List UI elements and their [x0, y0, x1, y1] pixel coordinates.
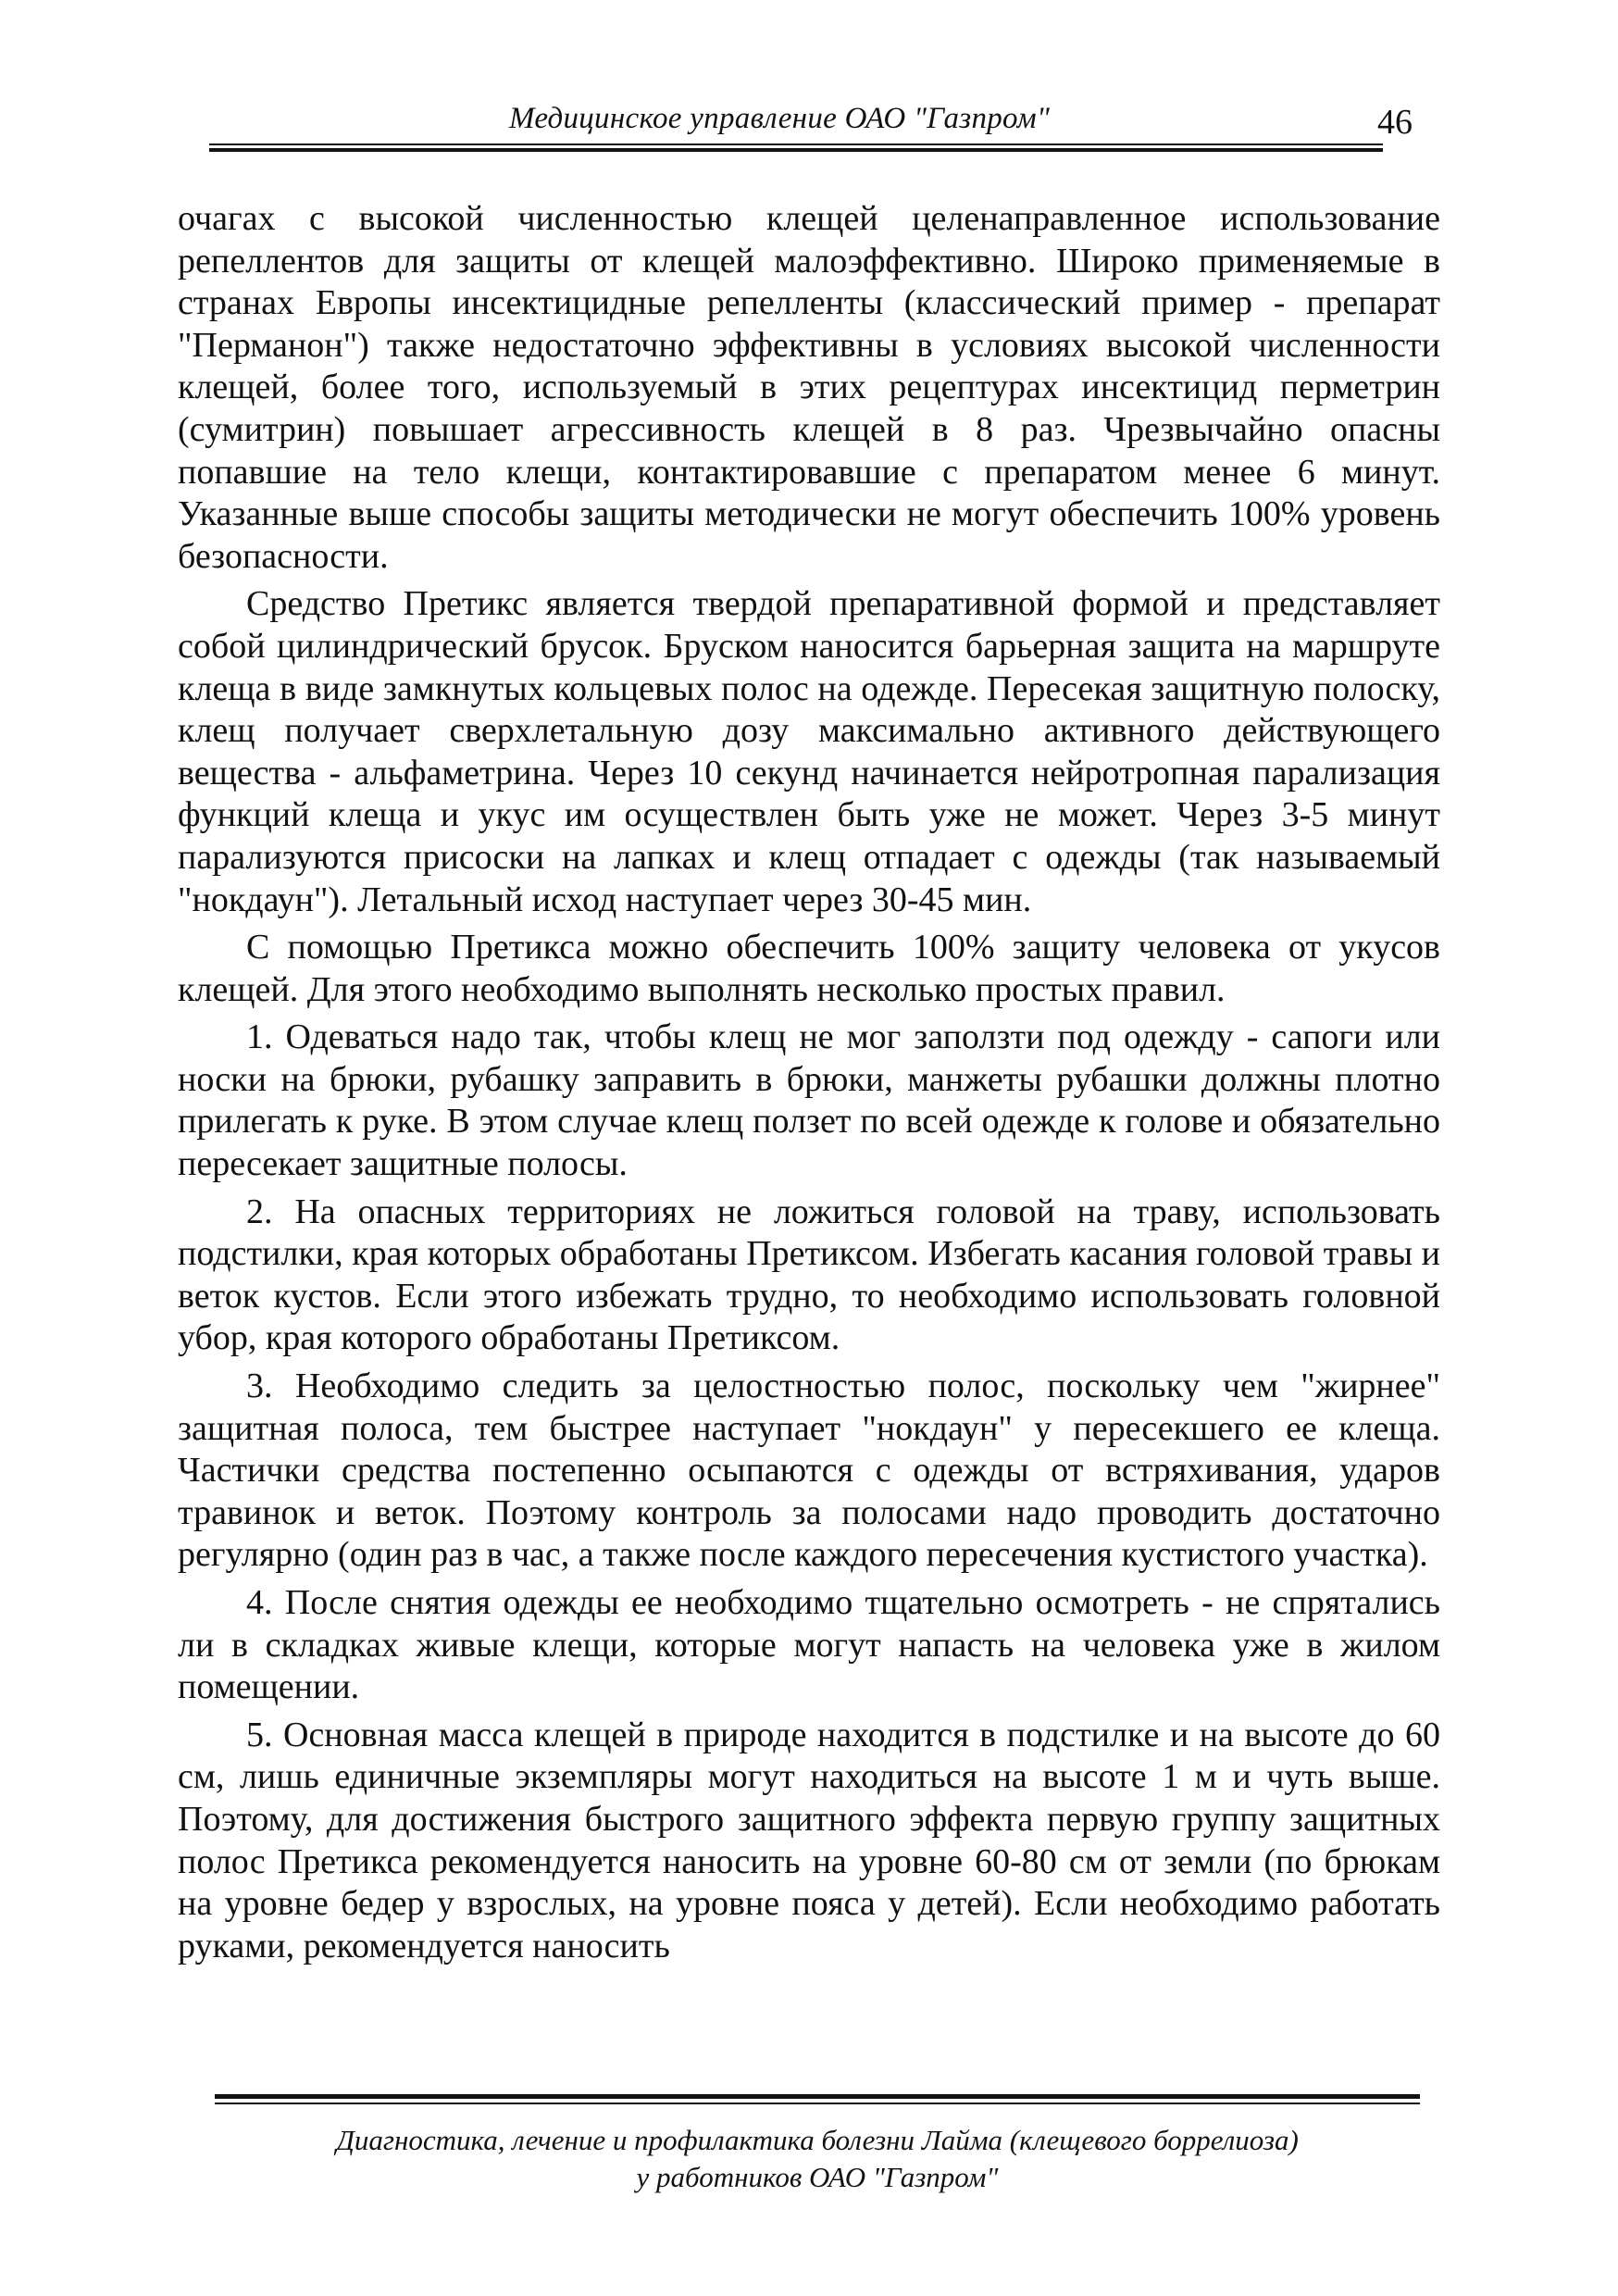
header-rule-thick: [209, 148, 1383, 152]
body-text: [178, 198, 1440, 1973]
paragraph: С помощью Претикса можно обеспечить 100% защиту человека от укусов клещей. Для этого необходимо выполнять несколько простых правил.: [178, 928, 1440, 1009]
header-rule: [209, 144, 1383, 145]
header-title: Медицинское управление ОАО "Газпром": [509, 102, 1051, 135]
footer-rule-thick: [215, 2094, 1420, 2099]
footer-line-1: Диагностика, лечение и профилактика болезни Лайма (клещевого боррелиоза): [336, 2124, 1299, 2156]
paragraph: Средство Претикс является твердой препаративной формой и представляет собой цилиндрический брусок. Бруском наносится барьерная защита на маршруте клеща в виде замкнутых кольцевых полос на одежде. Пересекая защитную полоску, клещ получает сверхлетальную дозу максимально активного действующего вещества - альфаметрина. Через 10 секунд начинается нейротропная парализация функций клеща и укус им осуществлен быть уже не может. Через 3-5 минут парализуются присоски на лапках и клещ отпадает с одежды (так называемый "нокдаун"). Летальный исход наступает через 30-45 мин.: [178, 584, 1440, 919]
page-number: 46: [1377, 103, 1413, 142]
paragraph: 5. Основная масса клещей в природе находится в подстилке и на высоте до 60 см, лишь единичные экземпляры могут находиться на высоте 1 м и чуть выше. Поэтому, для достижения быстрого защитного эффекта первую группу защитных полос Претикса рекомендуется наносить на уровне 60-80 см от земли (по брюкам на уровне бедер у взрослых, на уровне пояса у детей). Если необходимо работать руками, рекомендуется наносить: [178, 1715, 1440, 1965]
footer-rule: [215, 2103, 1420, 2104]
paragraph: 1. Одеваться надо так, чтобы клещ не мог заползти под одежду - сапоги или носки на брюки, рубашку заправить в брюки, манжеты рубашки должны плотно прилегать к руке. В этом случае клещ ползет по всей одежде к голове и обязательно пересекает защитные полосы.: [178, 1017, 1440, 1184]
page-header: [209, 100, 1413, 156]
paragraph: 4. После снятия одежды ее необходимо тщательно осмотреть - не спрятались ли в складках живые клещи, которые могут напасть на человека уже в жилом помещении.: [178, 1583, 1440, 1707]
paragraph: очагах с высокой численностью клещей целенаправленное использование репеллентов для защиты от клещей малоэффективно. Широко применяемые в странах Европы инсектицидные репелленты (классический пример - препарат "Перманон") также недостаточно эффективны в условиях высокой численности клещей, более того, используемый в этих рецептурах инсектицид перметрин (сумитрин) повышает агрессивность клещей в 8 раз. Чрезвычайно опасны попавшие на тело клещи, контактировавшие с препаратом менее 6 минут. Указанные выше способы защиты методически не могут обеспечить 100% уровень безопасности.: [178, 199, 1440, 576]
paragraph: 3. Необходимо следить за целостностью полос, поскольку чем "жирнее" защитная полоса, тем быстрее наступает "нокдаун" у пересекшего ее клеща. Частички средства постепенно осыпаются с одежды от встряхивания, ударов травинок и веток. Поэтому контроль за полосами надо проводить достаточно регулярно (один раз в час, а также после каждого пересечения кустистого участка).: [178, 1366, 1440, 1575]
footer-line-2: у работников ОАО "Газпром": [636, 2161, 999, 2193]
page-footer: [215, 2122, 1420, 2196]
paragraph: 2. На опасных территориях не ложиться головой на траву, использовать подстилки, края которых обработаны Претиксом. Избегать касания головой травы и веток кустов. Если этого избежать трудно, то необходимо использовать головной убор, края которого обработаны Претиксом.: [178, 1192, 1440, 1358]
